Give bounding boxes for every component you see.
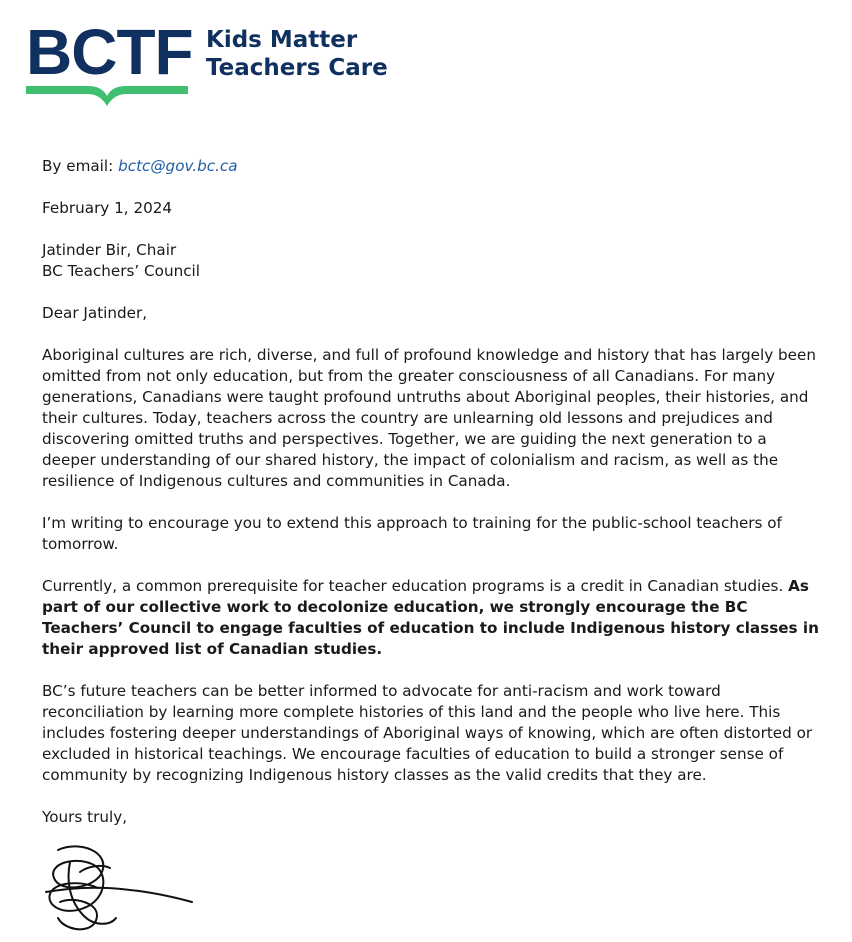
recipient-address bbox=[42, 240, 822, 282]
tagline bbox=[206, 26, 388, 82]
bctf-logo bbox=[26, 16, 193, 108]
letter-body bbox=[42, 156, 822, 828]
salutation: Dear Jatinder, bbox=[42, 304, 148, 322]
email-line bbox=[42, 156, 822, 177]
email-prefix: By email: bbox=[42, 157, 119, 175]
paragraph-2: I’m writing to encourage you to extend this approach to training for the public-school teachers of tomorrow. bbox=[42, 514, 782, 553]
paragraph-1: Aboriginal cultures are rich, diverse, and full of profound knowledge and history that has largely been omitted from not only education, but from the greater consciousness of all Canadians. For many generations, Canadians were taught profound untruths about Aboriginal peoples, their histories, and their cultures. Today, teachers across the country are unlearning old lessons and prejudices and discovering omitted truths and perspectives. Together, we are guiding the next generation to a deeper understanding of our shared history, the impact of colonialism and racism, as well as the resilience of Indigenous cultures and communities in Canada. bbox=[42, 346, 816, 490]
logo-text: BCTF bbox=[26, 16, 193, 88]
signature-icon bbox=[40, 842, 200, 936]
paragraph-3 bbox=[42, 576, 822, 660]
closing: Yours truly, bbox=[42, 808, 128, 826]
paragraph-4: BC’s future teachers can be better informed to advocate for anti-racism and work toward reconciliation by learning more complete histories of this land and the people who live here. This includes fostering deeper understandings of Aboriginal ways of knowing, which are often distorted or excluded in historical teachings. We encourage faculties of education to build a stronger sense of community by recognizing Indigenous history classes as the valid credits that they are. bbox=[42, 682, 813, 784]
email-link[interactable]: bctc@gov.bc.ca bbox=[118, 157, 238, 175]
paragraph-3-regular: Currently, a common prerequisite for teacher education programs is a credit in Canadian studies. bbox=[42, 577, 789, 595]
letterhead bbox=[26, 16, 446, 114]
tagline-line-2: Teachers Care bbox=[206, 55, 388, 81]
recipient-name: Jatinder Bir, Chair bbox=[42, 241, 177, 259]
letter-date: February 1, 2024 bbox=[42, 199, 173, 217]
paragraph-3-bold: As part of our collective work to decolonize education, we strongly encourage the BC Teachers’ Council to engage faculties of education to include Indigenous history classes in their approved list of Canadian studies. bbox=[42, 577, 819, 658]
tagline-line-1: Kids Matter bbox=[206, 27, 358, 53]
logo-book-swoosh-icon bbox=[26, 82, 188, 108]
recipient-org: BC Teachers’ Council bbox=[42, 262, 200, 280]
